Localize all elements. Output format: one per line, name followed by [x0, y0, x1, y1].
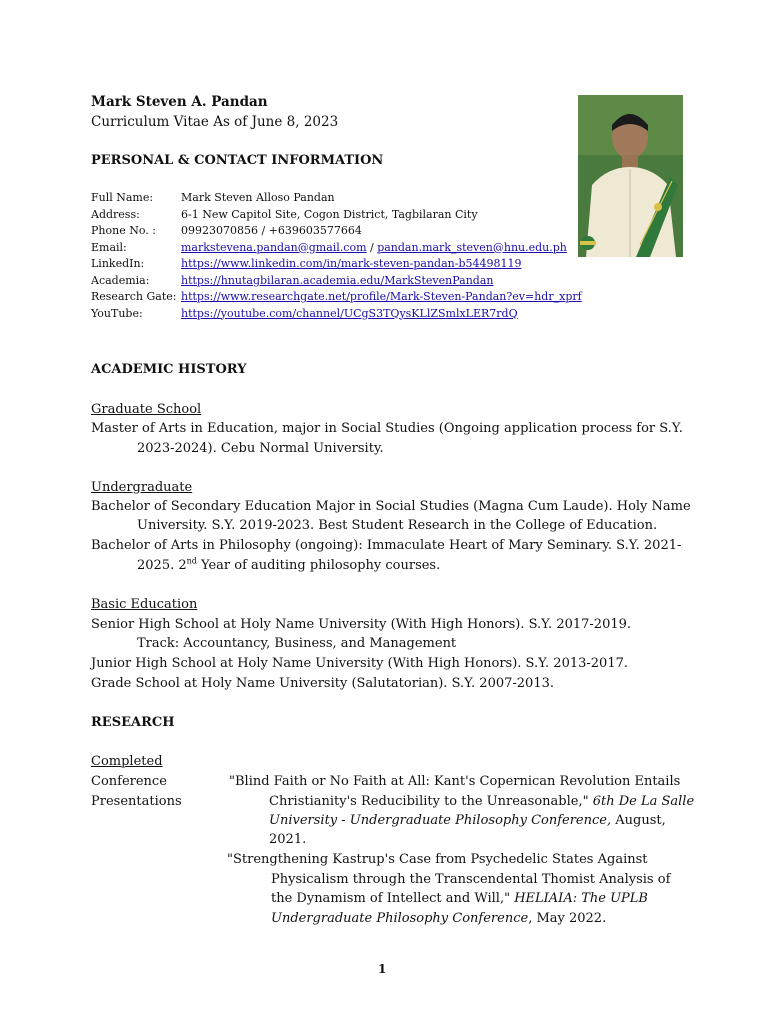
ordinal-suffix: nd — [186, 556, 197, 566]
presentation1-line4: 2021. — [269, 832, 307, 847]
category-label-line2: Presentations — [91, 794, 182, 809]
academia-link[interactable]: https://hnutagbilaran.academia.edu/MarkStevenPandan — [181, 273, 494, 287]
undergrad-entry2-rest: Year of auditing philosophy courses. — [196, 558, 441, 573]
undergrad-entry1-line1: Bachelor of Secondary Education Major in Social Studies (Magna Cum Laude). Holy Name — [91, 499, 691, 514]
presentation2-line2: Physicalism through the Transcendental Thomist Analysis of — [271, 872, 671, 887]
email-separator: / — [366, 240, 378, 254]
contact-row-email — [91, 240, 582, 257]
research-heading: RESEARCH — [91, 715, 175, 730]
cv-name: Mark Steven A. Pandan — [91, 94, 268, 110]
cv-date: Curriculum Vitae As of June 8, 2023 — [91, 114, 339, 130]
youtube-label: YouTube: — [91, 306, 143, 320]
contact-heading: PERSONAL & CONTACT INFORMATION — [91, 153, 384, 168]
presentation2-line3 — [271, 891, 648, 906]
undergrad-entry2-line1: Bachelor of Arts in Philosophy (ongoing): Immaculate Heart of Mary Seminary. S.Y. 2021- — [91, 538, 682, 553]
email-label: Email: — [91, 240, 127, 254]
phone-value: 09923070856 / +639603577664 — [181, 224, 362, 237]
presentation1-title-end: Christianity's Reducibility to the Unreasonable," — [269, 794, 593, 809]
presentation1-venue-a: 6th De La Salle — [592, 794, 695, 809]
category-label-line1: Conference — [91, 774, 167, 789]
contact-row-academia — [91, 273, 582, 290]
linkedin-link[interactable]: https://www.linkedin.com/in/mark-steven-pandan-b54498119 — [181, 257, 522, 270]
contact-info — [91, 190, 582, 322]
full-name-label: Full Name: — [91, 191, 154, 204]
phone-label: Phone No. : — [91, 224, 156, 237]
basic-senior-high: Senior High School at Holy Name University (With High Honors). S.Y. 2017-2019. — [91, 617, 632, 632]
presentation1-month: August, — [611, 813, 666, 828]
contact-row-researchgate — [91, 289, 582, 306]
basic-junior-high: Junior High School at Holy Name University (With High Honors). S.Y. 2013-2017. — [91, 656, 628, 671]
academic-heading: ACADEMIC HISTORY — [91, 362, 247, 377]
basic-grade-school: Grade School at Holy Name University (Salutatorian). S.Y. 2007-2013. — [91, 676, 555, 691]
contact-row-address — [91, 207, 582, 224]
researchgate-label: Research Gate: — [91, 290, 177, 303]
grad-entry-line2: 2023-2024). Cebu Normal University. — [137, 441, 384, 456]
youtube-link[interactable]: https://youtube.com/channel/UCgS3TQysKLlZSmlxLER7rdQ — [181, 306, 518, 320]
undergrad-entry2-year: 2025. 2 — [137, 558, 187, 573]
graduate-heading: Graduate School — [91, 402, 202, 417]
address-value: 6-1 New Capitol Site, Cogon District, Tagbilaran City — [181, 207, 478, 221]
contact-row-youtube — [91, 306, 582, 323]
contact-row-phone — [91, 223, 582, 240]
presentation2-venue-a: HELIAIA: The UPLB — [514, 891, 648, 906]
profile-photo — [578, 95, 683, 257]
undergrad-heading: Undergraduate — [91, 480, 193, 495]
undergrad-entry2-line2 — [137, 558, 440, 573]
contact-row-linkedin — [91, 256, 582, 273]
undergrad-entry1-line2: University. S.Y. 2019-2023. Best Student Research in the College of Education. — [137, 518, 658, 533]
contact-row-full-name — [91, 190, 582, 207]
basic-education-heading: Basic Education — [91, 597, 198, 612]
presentation2-line1: "Strengthening Kastrup's Case from Psychedelic States Against — [227, 852, 648, 867]
presentation2-date: , May 2022. — [528, 911, 607, 926]
presentation1-line3 — [269, 813, 666, 828]
address-label: Address: — [91, 207, 140, 221]
linkedin-label: LinkedIn: — [91, 257, 145, 270]
presentation2-line4 — [271, 911, 606, 926]
presentation1-line2 — [269, 794, 694, 809]
page-number: 1 — [378, 962, 387, 976]
completed-heading: Completed — [91, 754, 163, 769]
full-name-value: Mark Steven Alloso Pandan — [181, 191, 335, 204]
academia-label: Academia: — [91, 273, 150, 287]
grad-entry-line1: Master of Arts in Education, major in Social Studies (Ongoing application process for S.Y. — [91, 421, 683, 436]
presentation1-venue-b: University - Undergraduate Philosophy Conference, — [269, 813, 612, 828]
presentation2-venue-b: Undergraduate Philosophy Conference — [271, 911, 529, 926]
presentation1-line1: "Blind Faith or No Faith at All: Kant's Copernican Revolution Entails — [229, 774, 681, 789]
basic-senior-high-track: Track: Accountancy, Business, and Management — [137, 636, 457, 651]
email-link-hnu[interactable]: pandan.mark_steven@hnu.edu.ph — [377, 240, 567, 254]
presentation2-title-end: the Dynamism of Intellect and Will," — [271, 891, 515, 906]
researchgate-link[interactable]: https://www.researchgate.net/profile/Mark-Steven-Pandan?ev=hdr_xprf — [181, 290, 582, 303]
email-link-gmail[interactable]: markstevena.pandan@gmail.com — [181, 240, 367, 254]
